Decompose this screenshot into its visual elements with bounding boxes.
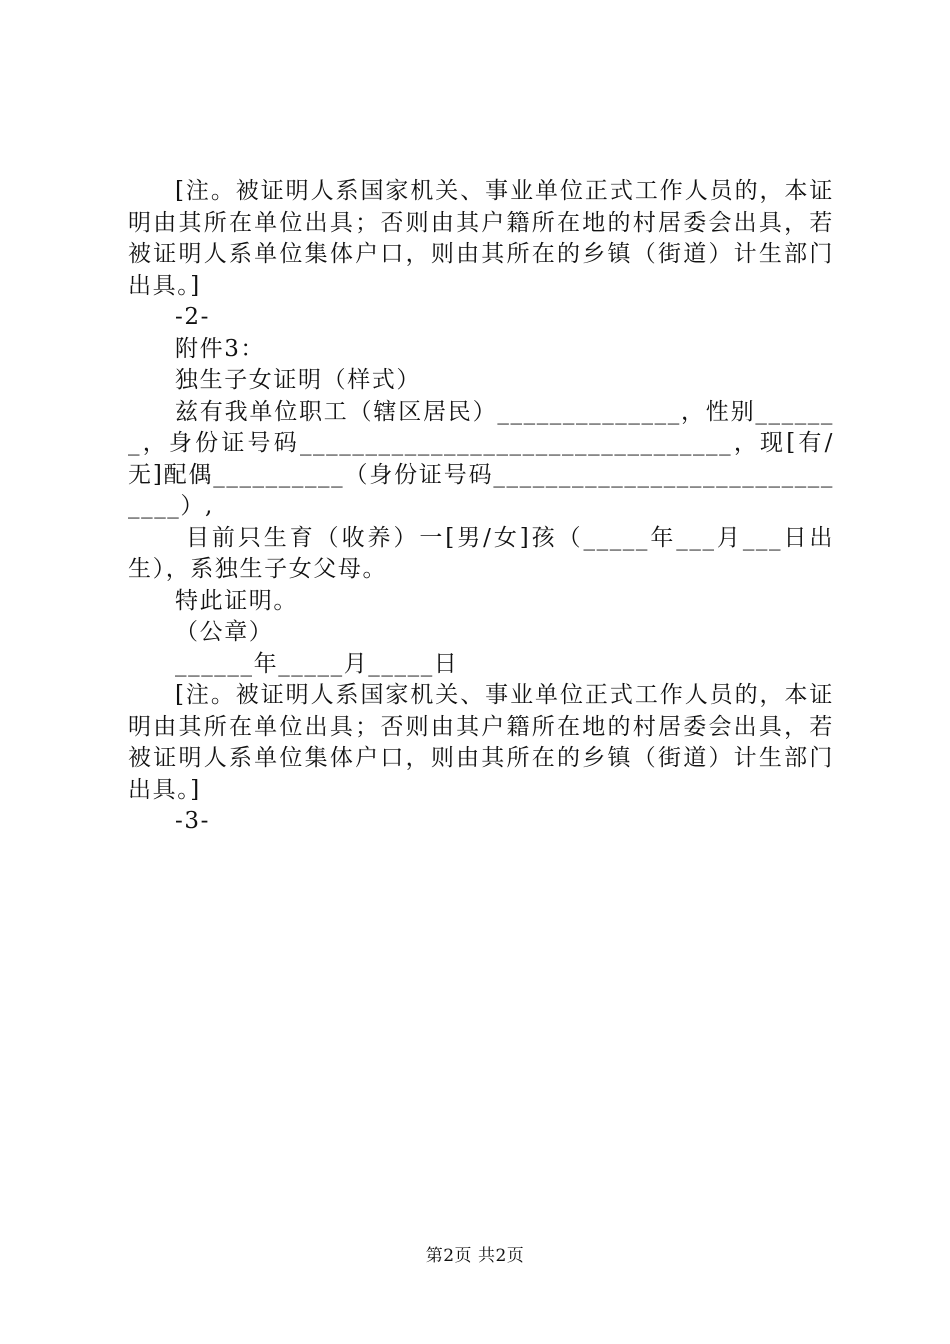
note-paragraph: [注。被证明人系国家机关、事业单位正式工作人员的，本证明由其所在单位出具；否则由其户籍所在地的村居委会出具，若被证明人系单位集体户口，则由其所在的乡镇（街道）计生部门出具。] bbox=[128, 178, 834, 299]
certificate-body-paragraph: 兹有我单位职工（辖区居民）______________，性别_______，身份证号码_________________________________，现[有/无]配偶__________（身份证号码______________________________）, bbox=[128, 398, 834, 519]
certificate-child-paragraph: 目前只生育（收养）一[男/女]孩（_____年___月___日出生），系独生子女父母。 bbox=[128, 524, 834, 582]
certify-line: 特此证明。 bbox=[175, 587, 298, 614]
document-body bbox=[128, 176, 834, 838]
page-footer: 第2页 共2页 bbox=[425, 1246, 525, 1266]
seal-line: （公章） bbox=[175, 619, 274, 645]
date-line: ______年_____月_____日 bbox=[175, 650, 459, 677]
page-marker: -2- bbox=[175, 304, 210, 330]
attachment-label: 附件3： bbox=[175, 335, 266, 362]
page-marker: -3- bbox=[175, 808, 210, 834]
form-title: 独生子女证明（样式） bbox=[175, 367, 421, 393]
note-paragraph: [注。被证明人系国家机关、事业单位正式工作人员的，本证明由其所在单位出具；否则由其户籍所在地的村居委会出具，若被证明人系单位集体户口，则由其所在的乡镇（街道）计生部门出具。] bbox=[128, 682, 834, 803]
